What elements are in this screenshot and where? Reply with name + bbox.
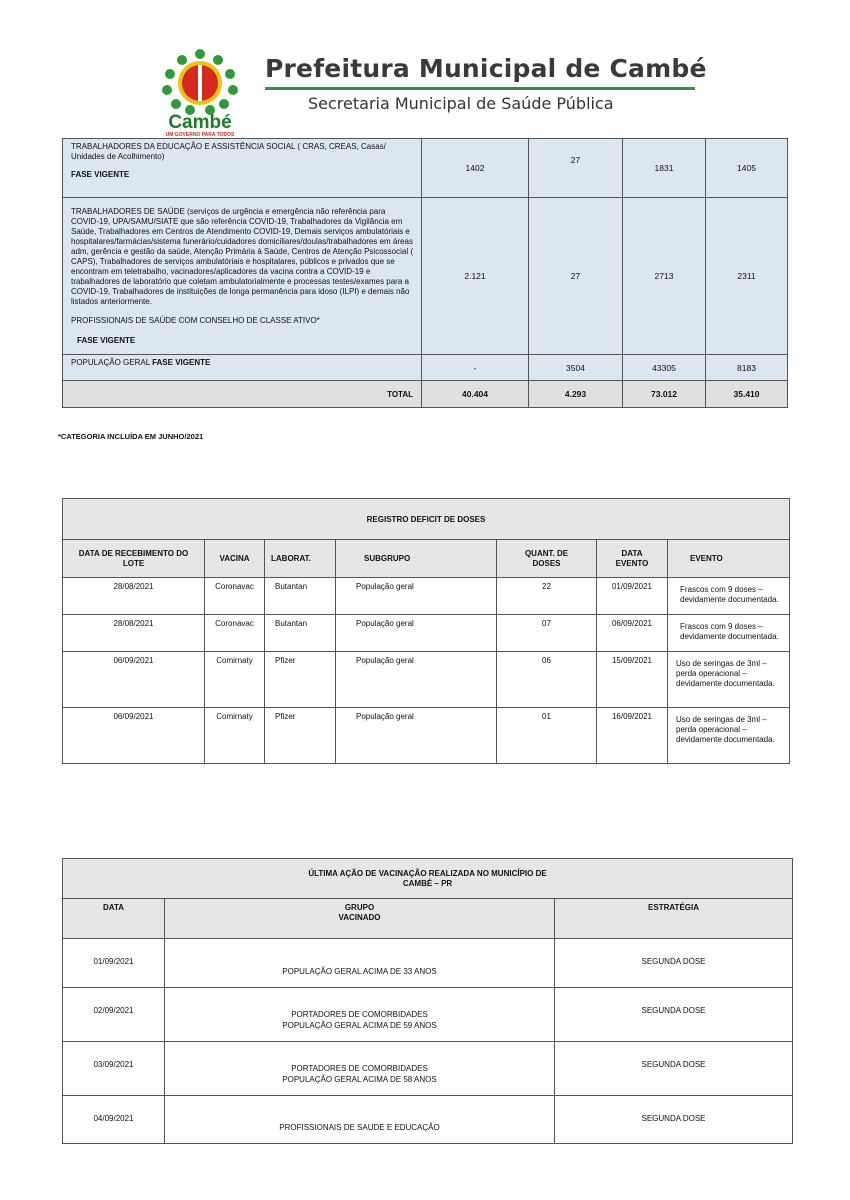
column-header: QUANT. DE DOSES <box>497 540 597 578</box>
column-header: EVENTO <box>668 540 790 578</box>
group-description: POPULAÇÃO GERAL <box>71 358 150 367</box>
cell: 01 <box>497 708 597 764</box>
group-description-cell <box>63 355 422 381</box>
cell: Coronavac <box>205 578 265 615</box>
cell: Butantan <box>265 615 336 652</box>
column-header: LABORAT. <box>265 540 336 578</box>
group-cell <box>165 988 555 1042</box>
date-cell: 01/09/2021 <box>63 939 165 988</box>
phase-label: FASE VIGENTE <box>71 170 130 179</box>
table-title-line: CAMBÉ – PR <box>402 878 453 888</box>
group-line: POPULAÇÃO GERAL ACIMA DE 33 ANOS <box>282 967 437 976</box>
column-header: SUBGRUPO <box>336 540 497 578</box>
table-title <box>63 859 793 899</box>
table-header-row <box>63 899 793 939</box>
value-cell: 1402 <box>422 139 529 198</box>
cell: 06/09/2021 <box>63 652 205 708</box>
table-header-row <box>63 540 790 578</box>
cell: Pfizer <box>265 652 336 708</box>
column-header-line: GRUPO <box>344 903 375 912</box>
cell: 28/08/2021 <box>63 578 205 615</box>
cell: Coronavac <box>205 615 265 652</box>
cell: Frascos com 9 doses – devidamente documentada. <box>668 615 790 652</box>
strategy-cell: SEGUNDA DOSE <box>555 988 793 1042</box>
value-cell: 27 <box>529 139 623 198</box>
document-header <box>150 48 710 138</box>
group-description: TRABALHADORES DE SAÚDE (serviços de urgência e emergência não referência para COVID-19, UPA/SAMU/SIATE que são referência COVID-19, Trabalhadores da Vigilância em Saúde, Trabalhadores em Centros de Atendimento COVID-19, Demais serviços ambulatóriais e hospitalares/farmácias/sistema funerário/cuidadores domiciliares/doulas/trabalhadores em áreas adm, gerência e gestão da saúde, Atenção Primária à Saúde, Centros de Atenção Psicossocial ( CAPS), Trabalhadores de serviços ambulatóriais e hospitalares, públicos e privados que se encontram em teletrabalho, vacinadores/aplicadores da vacina contra a COVID-19 e trabalhadores de laboratório que coletam ambulatorialmente e processas testes/exames para a COVID-19, Trabalhadores de instituições de longa permanência para idoso (ILPI) e demais não listados anteriormente. <box>71 207 413 306</box>
value-cell: 2713 <box>623 198 706 355</box>
cell: Pfizer <box>265 708 336 764</box>
group-line: PROFISSIONAIS DE SAUDE E EDUCAÇÃO <box>279 1123 440 1132</box>
total-value: 4.293 <box>529 381 623 408</box>
group-cell <box>165 1096 555 1144</box>
column-header: ESTRATÉGIA <box>555 899 793 939</box>
total-row <box>63 381 788 408</box>
table-row <box>63 615 790 652</box>
cell: População geral <box>336 708 497 764</box>
cambe-logo-icon <box>150 48 250 138</box>
table-title-line: ÚLTIMA AÇÃO DE VACINAÇÃO REALIZADA NO MUNICÍPIO DE <box>308 868 547 878</box>
footnote: *CATEGORIA INCLUÍDA EM JUNHO/2021 <box>58 432 204 441</box>
cell: Uso de seringas de 3ml – perda operacional – devidamente documentada. <box>668 708 790 764</box>
date-cell: 02/09/2021 <box>63 988 165 1042</box>
value-cell: 1405 <box>706 139 788 198</box>
date-cell: 04/09/2021 <box>63 1096 165 1144</box>
table-row <box>63 939 793 988</box>
logo-tagline: UM GOVERNO PARA TODOS <box>165 132 235 138</box>
value-cell: 43305 <box>623 355 706 381</box>
org-title: Prefeitura Municipal de Cambé <box>265 54 707 83</box>
group-description-cell <box>63 198 422 355</box>
date-cell: 03/09/2021 <box>63 1042 165 1096</box>
value-cell: 1831 <box>623 139 706 198</box>
cell: 06 <box>497 652 597 708</box>
value-cell: 8183 <box>706 355 788 381</box>
cell: 06/09/2021 <box>597 615 668 652</box>
column-header: DATA EVENTO <box>597 540 668 578</box>
cell: Butantan <box>265 578 336 615</box>
group-line: POPULAÇÃO GERAL ACIMA DE 59 ANOS <box>282 1021 437 1030</box>
cell: 07 <box>497 615 597 652</box>
cell: População geral <box>336 652 497 708</box>
cell: 28/08/2021 <box>63 615 205 652</box>
cell: Comirnaty <box>205 652 265 708</box>
column-header <box>165 899 555 939</box>
value-cell: 2.121 <box>422 198 529 355</box>
total-value: 40.404 <box>422 381 529 408</box>
group-line: PORTADORES DE COMORBIDADES <box>291 1010 428 1019</box>
cell: 06/09/2021 <box>63 708 205 764</box>
value-cell: 2311 <box>706 198 788 355</box>
cell: 22 <box>497 578 597 615</box>
group-description: TRABALHADORES DA EDUCAÇÃO E ASSISTÊNCIA SOCIAL ( CRAS, CREAS, Casas/ Unidades de Acolhimento) <box>71 142 386 161</box>
table-row <box>63 652 790 708</box>
strategy-cell: SEGUNDA DOSE <box>555 939 793 988</box>
table-row <box>63 578 790 615</box>
dose-deficit-table <box>62 498 790 764</box>
logo-text: Cambé <box>168 112 232 133</box>
value-cell: 3504 <box>529 355 623 381</box>
table-row <box>63 139 788 198</box>
table-row <box>63 355 788 381</box>
table-row <box>63 1096 793 1144</box>
last-vaccination-action-table <box>62 858 793 1144</box>
vaccination-groups-table <box>62 138 788 408</box>
table-row <box>63 198 788 355</box>
phase-label: FASE VIGENTE <box>77 336 136 345</box>
table-title: REGISTRO DEFICIT DE DOSES <box>63 499 790 540</box>
group-line: PORTADORES DE COMORBIDADES <box>291 1064 428 1073</box>
table-row <box>63 1042 793 1096</box>
total-value: 35.410 <box>706 381 788 408</box>
group-cell <box>165 1042 555 1096</box>
cell: Comirnaty <box>205 708 265 764</box>
group-cell <box>165 939 555 988</box>
cell: Uso de seringas de 3ml – perda operacional – devidamente documentada. <box>668 652 790 708</box>
table-row <box>63 988 793 1042</box>
phase-label: FASE VIGENTE <box>152 358 211 367</box>
cell: Frascos com 9 doses – devidamente documentada. <box>668 578 790 615</box>
value-cell: 27 <box>529 198 623 355</box>
strategy-cell: SEGUNDA DOSE <box>555 1096 793 1144</box>
column-header: DATA DE RECEBIMENTO DO LOTE <box>63 540 205 578</box>
group-description-cell <box>63 139 422 198</box>
org-subtitle: Secretaria Municipal de Saúde Pública <box>308 94 614 113</box>
group-extra: PROFISSIONAIS DE SAÚDE COM CONSELHO DE CLASSE ATIVO* <box>71 316 320 325</box>
column-header: VACINA <box>205 540 265 578</box>
column-header: DATA <box>63 899 165 939</box>
value-cell: - <box>422 355 529 381</box>
cell: 15/09/2021 <box>597 652 668 708</box>
cell: População geral <box>336 615 497 652</box>
cell: 01/09/2021 <box>597 578 668 615</box>
cell: População geral <box>336 578 497 615</box>
strategy-cell: SEGUNDA DOSE <box>555 1042 793 1096</box>
group-line: POPULAÇÃO GERAL ACIMA DE 58 ANOS <box>282 1075 437 1084</box>
cell: 16/09/2021 <box>597 708 668 764</box>
total-value: 73.012 <box>623 381 706 408</box>
title-divider <box>265 87 695 90</box>
column-header-line: VACINADO <box>338 913 381 922</box>
total-label: TOTAL <box>63 381 422 408</box>
table-row <box>63 708 790 764</box>
